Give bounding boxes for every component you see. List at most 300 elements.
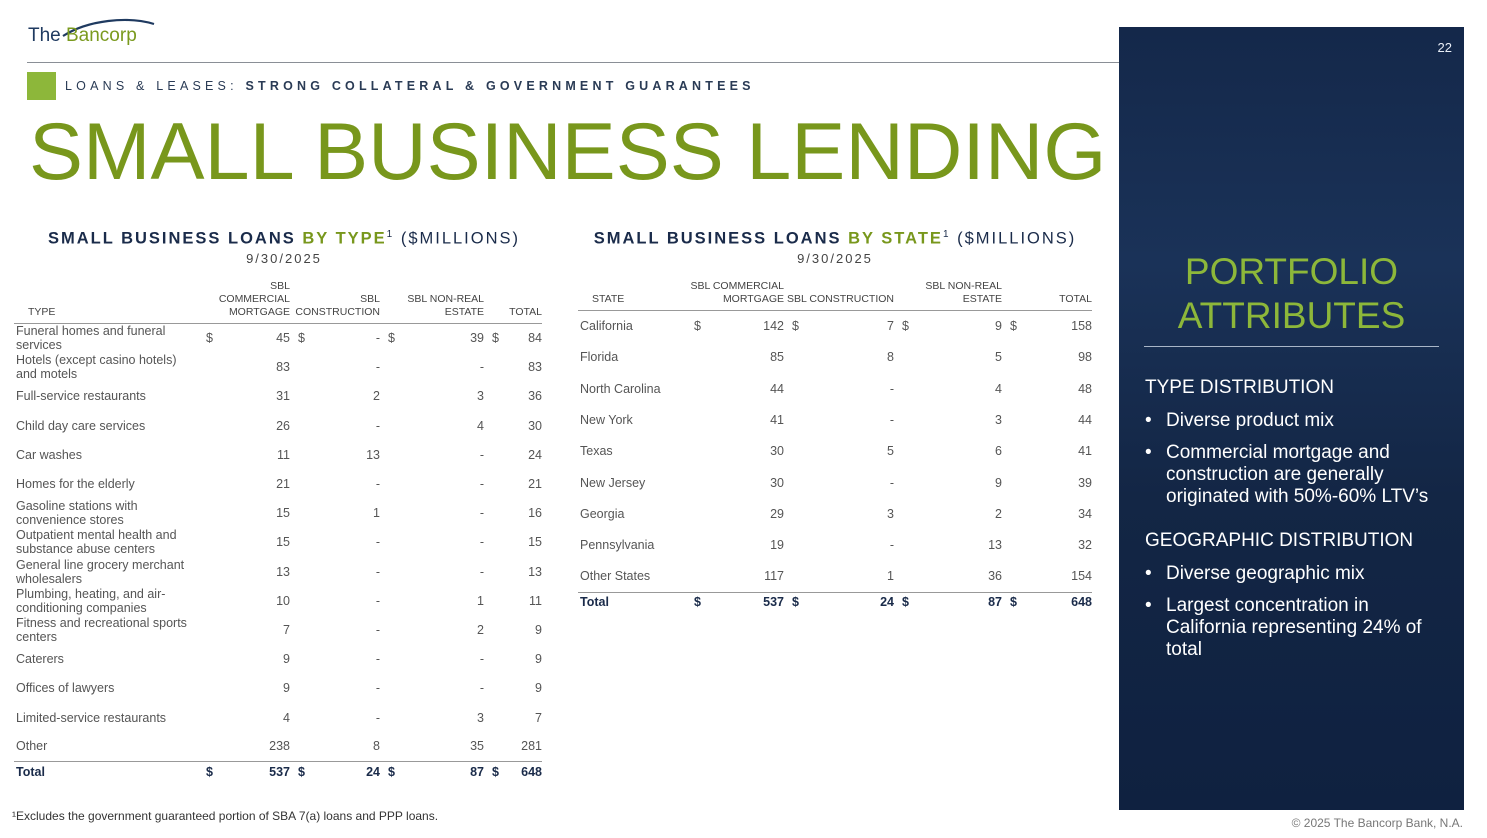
cell-comm: 15 [276,506,290,521]
cell-nonre: - [479,447,484,462]
cell-total: 48 [1078,381,1092,396]
table-row [14,615,542,644]
cell-cur2 [290,557,320,586]
cell-cur3 [380,440,398,469]
table-row [14,440,542,469]
list-item: • Commercial mortgage and construction are generally originated with 50%-60% LTV’s [1145,442,1445,508]
cell-cur1 [198,469,218,498]
cell-cur3 [894,467,916,498]
cell-cur4 [1002,436,1026,467]
subheader-emphasis: STRONG COLLATERAL & GOVERNMENT GUARANTEES [245,79,755,93]
cell-cur4 [484,674,500,703]
cell-comm: 537 [708,592,784,612]
cell-comm: 29 [770,506,784,521]
cell-comm: 4 [283,710,290,725]
cell-cur1 [198,382,218,411]
cell-const: - [889,538,894,553]
cell-cur2 [784,498,812,529]
table-row [14,324,542,353]
state-title-b: BY STATE [848,229,943,248]
cell-cur2: $ [290,761,320,781]
cell-cur4 [484,528,500,557]
cell-const: 8 [887,350,894,365]
cell-comm: 45 [276,331,290,346]
type-table [14,280,542,781]
cell-total: 9 [535,652,542,667]
page-title: SMALL BUSINESS LENDING [29,107,1107,197]
state-title-a: SMALL BUSINESS LOANS [593,229,842,248]
col-comm: SBL COMMERCIAL MORTGAGE [686,280,784,311]
cell-label: Funeral homes and funeral services [16,324,166,353]
col-const: SBL CONSTRUCTION [784,280,894,311]
cell-cur3 [380,674,398,703]
cell-nonre: 87 [916,592,1002,612]
cell-cur4 [484,645,500,674]
table-total-row [578,592,1092,612]
cell-cur1 [198,703,218,732]
cell-cur3 [380,615,398,644]
cell-cur3: $ [380,761,398,781]
cell-nonre: - [479,681,484,696]
panel-title-line2: ATTRIBUTES [1177,295,1406,336]
cell-nonre: - [479,506,484,521]
type-table-header [14,229,554,266]
cell-comm: 7 [283,622,290,637]
cell-cur3 [380,411,398,440]
cell-cur2 [290,703,320,732]
cell-const: 24 [320,761,380,781]
cell-label: Hotels (except casino hotels) and motels [16,353,177,382]
cell-cur2 [290,645,320,674]
page-number: 22 [1437,40,1452,55]
cell-cur2 [290,411,320,440]
cell-cur3 [380,703,398,732]
cell-const: 1 [373,506,380,521]
cell-cur3 [894,498,916,529]
type-title-b: BY TYPE [302,229,387,248]
cell-label: Caterers [16,652,64,667]
cell-comm: 142 [763,319,784,334]
cell-comm: 10 [276,593,290,608]
cell-cur1 [198,732,218,761]
col-total: TOTAL [1002,280,1092,311]
cell-cur4 [484,703,500,732]
cell-total: 281 [521,739,542,754]
cell-cur3 [380,353,398,382]
cell-cur1 [686,530,708,561]
cell-total: 32 [1078,538,1092,553]
cell-cur2 [290,469,320,498]
table-row [578,342,1092,373]
cell-cur4 [484,586,500,615]
cell-const: - [889,475,894,490]
cell-total: 84 [528,331,542,346]
cell-nonre: 1 [477,593,484,608]
type-table-body [14,324,542,782]
cell-cur4 [484,499,500,528]
col-nonre: SBL NON-REAL ESTATE [380,280,484,324]
table-row [14,353,542,382]
cell-nonre: 6 [995,444,1002,459]
cell-comm: 13 [276,564,290,579]
type-distribution-heading: TYPE DISTRIBUTION [1145,377,1334,398]
cell-cur1 [198,440,218,469]
cell-comm: 41 [770,413,784,428]
cell-label: North Carolina [580,381,661,396]
cell-const: 13 [366,447,380,462]
cell-total: 44 [1078,413,1092,428]
cell-cur1 [198,528,218,557]
table-row [578,311,1092,342]
cell-const: 1 [887,569,894,584]
cell-cur1 [198,615,218,644]
geographic-distribution-heading: GEOGRAPHIC DISTRIBUTION [1145,530,1414,551]
cell-cur3 [380,645,398,674]
cell-cur4 [484,732,500,761]
type-table-date: 9/30/2025 [246,250,322,266]
table-row [578,467,1092,498]
state-title-sup: 1 [942,229,951,240]
cell-comm: 30 [770,444,784,459]
table-row [14,557,542,586]
cell-total: 83 [528,360,542,375]
list-item: • Diverse product mix [1145,410,1445,432]
cell-nonre: 39 [470,331,484,346]
cell-const: - [375,564,380,579]
cell-const: 24 [812,592,894,612]
cell-const: - [375,360,380,375]
table-row [578,530,1092,561]
table-row [14,469,542,498]
cell-comm: 44 [770,381,784,396]
cell-label: Florida [580,350,619,365]
cell-total: 158 [1071,319,1092,334]
cell-const: 2 [373,389,380,404]
col-state: STATE [578,280,686,311]
state-table-header [578,229,1092,266]
cell-label: Homes for the elderly [16,477,135,492]
cell-nonre: 9 [995,319,1002,334]
cell-cur4 [1002,373,1026,404]
table-row [14,645,542,674]
cell-label: Gasoline stations with convenience stores [16,499,138,528]
cell-nonre: 3 [995,413,1002,428]
table-row [14,732,542,761]
cell-cur2 [290,440,320,469]
cell-nonre: 3 [477,389,484,404]
list-item: • Diverse geographic mix [1145,563,1445,585]
cell-label: Total [578,592,686,612]
cell-nonre: 2 [995,506,1002,521]
cell-cur1 [198,557,218,586]
cell-label: Car washes [16,447,82,462]
cell-total: 36 [528,389,542,404]
cell-comm: 26 [276,418,290,433]
cell-cur4 [484,615,500,644]
cell-cur1: $ [686,592,708,612]
cell-comm: 83 [276,360,290,375]
type-title-c: ($MILLIONS) [400,229,521,248]
cell-total: 39 [1078,475,1092,490]
panel-title [1119,250,1464,338]
panel-divider [1144,346,1439,347]
cell-comm: 15 [276,535,290,550]
cell-nonre: 3 [477,710,484,725]
cell-total: 9 [535,622,542,637]
cell-cur2 [290,382,320,411]
cell-cur4 [1002,530,1026,561]
cell-label: Offices of lawyers [16,681,115,696]
cell-label: New York [580,413,633,428]
cell-const: 8 [373,739,380,754]
cell-cur4 [484,440,500,469]
cell-nonre: 13 [988,538,1002,553]
state-title-c: ($MILLIONS) [957,229,1077,248]
cell-cur1 [686,373,708,404]
subheader-prefix: LOANS & LEASES: [65,79,238,93]
cell-cur4 [484,382,500,411]
cell-cur1 [198,645,218,674]
cell-cur1 [198,586,218,615]
cell-cur4 [1002,342,1026,373]
cell-comm: 31 [276,389,290,404]
cell-cur1 [198,353,218,382]
cell-cur3 [380,732,398,761]
cell-cur2 [290,586,320,615]
cell-label: Plumbing, heating, and air-conditioning companies [16,586,166,615]
cell-const: - [375,622,380,637]
cell-cur3 [894,561,916,592]
cell-cur2 [290,674,320,703]
cell-nonre: 36 [988,569,1002,584]
type-distribution-list [1145,410,1445,518]
cell-total: 34 [1078,506,1092,521]
bancorp-logo [28,18,158,58]
type-title-sup: 1 [386,229,395,240]
section-marker [27,72,56,100]
table-total-row [14,761,542,781]
cell-total: 9 [535,681,542,696]
cell-comm: 117 [764,569,784,584]
logo-the-text: The [28,25,61,46]
cell-cur2 [290,615,320,644]
state-table-date: 9/30/2025 [797,250,873,266]
cell-cur3 [894,342,916,373]
cell-label: New Jersey [580,475,646,490]
cell-cur1: $ [198,761,218,781]
portfolio-attributes-panel [1119,27,1464,810]
cell-const: 7 [887,319,894,334]
cell-cur3 [894,436,916,467]
cell-label: Other [16,739,48,754]
cell-cur1 [686,467,708,498]
col-const: SBL CONSTRUCTION [290,280,380,324]
cell-cur1 [198,411,218,440]
cell-label: Total [14,761,198,781]
cell-total: 15 [528,535,542,550]
cell-cur2 [784,561,812,592]
cell-total: 16 [528,506,542,521]
cell-cur2: $ [784,592,812,612]
section-subheader [65,79,755,93]
cell-cur2 [290,528,320,557]
cell-comm: 9 [283,652,290,667]
cell-const: - [375,331,380,346]
cell-cur3 [380,382,398,411]
cell-comm: 11 [277,447,290,462]
state-table-body [578,311,1092,613]
table-row [578,404,1092,435]
cell-cur4 [484,411,500,440]
cell-const: 3 [887,506,894,521]
table-row [14,674,542,703]
cell-cur2 [784,530,812,561]
table-row [14,703,542,732]
logo-bancorp-text: Bancorp [66,25,137,46]
cell-cur3 [894,530,916,561]
cell-cur3 [380,469,398,498]
cell-cur1 [198,499,218,528]
cell-total: 7 [535,710,542,725]
cell-cur4 [1002,498,1026,529]
state-table [578,280,1092,612]
cell-nonre: 87 [398,761,484,781]
cell-comm: 19 [770,538,784,553]
cell-nonre: - [479,564,484,579]
table-row [14,499,542,528]
cell-cur4: $ [484,761,500,781]
cell-cur2 [784,436,812,467]
table-row [14,528,542,557]
cell-total: 154 [1071,569,1092,584]
cell-const: - [375,418,380,433]
table-row [578,498,1092,529]
cell-comm: 238 [269,739,290,754]
cell-cur1 [686,436,708,467]
cell-cur1: $ [694,319,701,334]
cell-cur3 [894,404,916,435]
cell-comm: 537 [218,761,290,781]
cell-cur4 [1002,404,1026,435]
cell-total: 41 [1078,444,1092,459]
cell-cur1 [686,498,708,529]
col-nonre: SBL NON-REAL ESTATE [894,280,1002,311]
cell-total: 24 [528,447,542,462]
table-row [14,382,542,411]
cell-cur4: $ [1010,319,1017,334]
geographic-distribution-list [1145,563,1445,671]
cell-nonre: 9 [995,475,1002,490]
cell-cur1 [686,404,708,435]
cell-total: 648 [500,761,542,781]
cell-comm: 30 [770,475,784,490]
cell-nonre: - [479,652,484,667]
cell-const: - [375,477,380,492]
cell-nonre: 2 [477,622,484,637]
cell-cur1: $ [206,331,213,346]
cell-cur2 [290,499,320,528]
cell-const: - [375,652,380,667]
cell-label: Other States [580,569,651,584]
table-row [578,373,1092,404]
list-item: • Largest concentration in California representing 24% of total [1145,595,1445,661]
cell-cur2: $ [298,331,305,346]
cell-cur2 [784,467,812,498]
cell-total: 98 [1078,350,1092,365]
cell-cur4 [484,469,500,498]
cell-nonre: - [479,477,484,492]
cell-cur3: $ [902,319,909,334]
cell-cur4 [1002,467,1026,498]
cell-nonre: 5 [995,350,1002,365]
cell-label: Outpatient mental health and substance abuse centers [16,528,177,557]
cell-label: Georgia [580,506,625,521]
cell-total: 13 [528,564,542,579]
cell-total: 648 [1026,592,1092,612]
table-row [578,436,1092,467]
cell-const: - [889,381,894,396]
type-title-a: SMALL BUSINESS LOANS [47,229,296,248]
cell-cur3 [380,499,398,528]
cell-cur2 [784,342,812,373]
cell-total: 21 [528,477,542,492]
cell-label: Fitness and recreational sports centers [16,615,187,644]
cell-comm: 85 [770,350,784,365]
cell-cur3 [380,586,398,615]
footnote: ¹Excludes the government guaranteed portion of SBA 7(a) loans and PPP loans. [12,809,439,823]
cell-const: - [375,535,380,550]
table-row [14,411,542,440]
cell-cur4: $ [492,331,499,346]
col-type: TYPE [14,280,198,324]
cell-label: Full-service restaurants [16,389,146,404]
cell-cur2 [784,404,812,435]
cell-label: Pennsylvania [580,538,655,553]
cell-nonre: - [479,535,484,550]
table-row [578,561,1092,592]
panel-title-line1: PORTFOLIO [1184,251,1399,292]
cell-cur1 [686,342,708,373]
cell-cur4 [1002,561,1026,592]
cell-label: Child day care services [16,418,146,433]
cell-cur3 [380,528,398,557]
cell-nonre: - [479,360,484,375]
cell-cur3: $ [388,331,395,346]
cell-cur3: $ [894,592,916,612]
cell-cur3 [380,557,398,586]
cell-const: - [375,681,380,696]
copyright: © 2025 The Bancorp Bank, N.A. [1291,816,1463,830]
cell-label: Limited-service restaurants [16,710,167,725]
cell-nonre: 4 [995,381,1002,396]
cell-total: 11 [529,593,542,608]
cell-cur1 [686,561,708,592]
cell-const: - [375,710,380,725]
cell-nonre: 35 [470,739,484,754]
table-row [14,586,542,615]
cell-cur2: $ [792,319,799,334]
cell-cur2 [290,353,320,382]
cell-cur2 [290,732,320,761]
col-comm: SBL COMMERCIAL MORTGAGE [198,280,290,324]
cell-label: California [580,319,633,334]
cell-label: General line grocery merchant wholesalers [16,557,185,586]
cell-const: 5 [887,444,894,459]
cell-label: Texas [580,444,613,459]
cell-cur2 [784,373,812,404]
cell-cur3 [894,373,916,404]
cell-const: - [375,593,380,608]
